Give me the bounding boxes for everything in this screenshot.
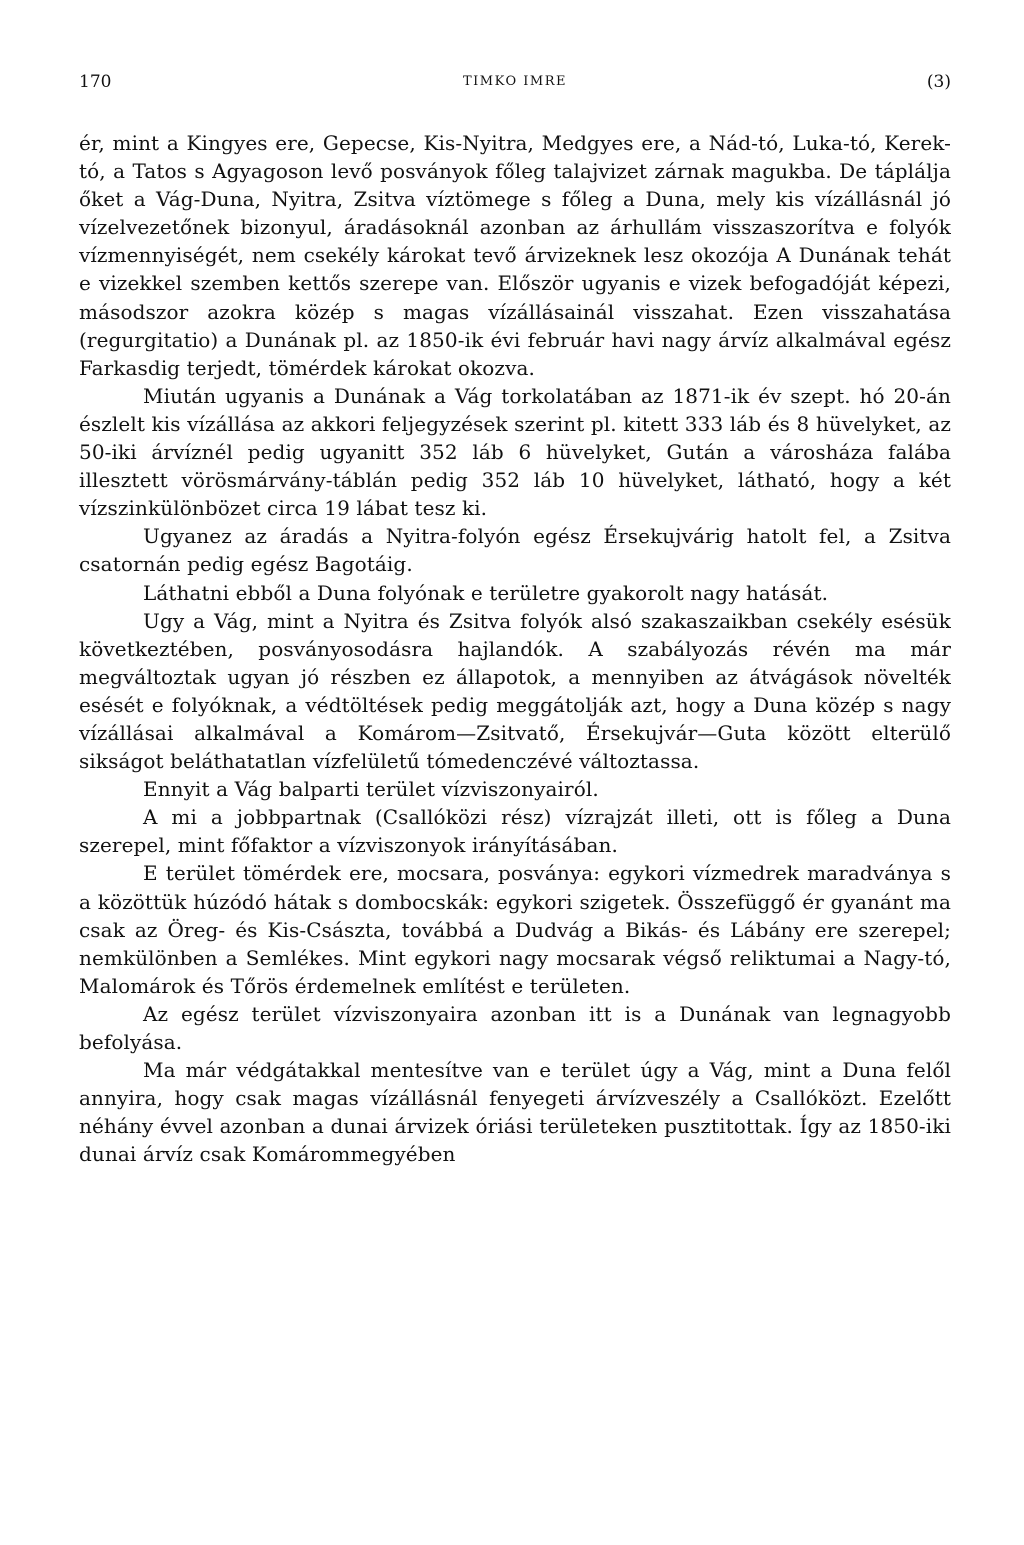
paragraph: Ma már védgátakkal mentesítve van e terület úgy a Vág, mint a Duna felől annyira, hogy csak magas vízállásnál fenyegeti árvízveszély a Csallóközt. Ezelőtt néhány évvel azonban a dunai árvizek óriási területeken pusztitottak. Így az 1850-iki dunai árvíz csak Komárommegyében [79,1058,951,1167]
paragraph: Az egész terület vízviszonyaira azonban itt is a Dunának van legnagyobb befolyása. [79,1001,951,1054]
page-number: 170 [79,72,112,92]
running-title: TIMKO IMRE [463,74,567,89]
paragraph: Ugyanez az áradás a Nyitra-folyón egész Érsekujvárig hatolt fel, a Zsitva csatornán pedig egész Bagotáig. [79,524,951,577]
page [79,68,951,1168]
paragraph: ér, mint a Kingyes ere, Gepecse, Kis-Nyitra, Medgyes ere, a Nád-tó, Luka-tó, Kerek-tó, a Tatos s Agyagoson levő posványok főleg talajvizet zárnak magukba. De táplálja őket a Vág-Duna, Nyitra, Zsitva víztömege s főleg a Duna, mely kis vízállásnál jó vízelvezetőnek bizonyul, áradásoknál azonban az árhullám visszaszorítva e folyók vízmennyiségét, nem csekély károkat tevő árvizeknek lesz okozója A Dunának tehát e vizekkel szemben kettős szerepe van. Először ugyanis e vizek befogadóját képezi, másodszor azokra közép s magas vízállásainál visszahat. Ezen visszahatása (regurgitatio) a Dunának pl. az 1850-ik évi február havi nagy árvíz alkalmával egész Farkasdig terjedt, tömérdek károkat okozva. [79,131,951,380]
paragraph: Miután ugyanis a Dunának a Vág torkolatában az 1871-ik év szept. hó 20-án észlelt kis vízállása az akkori feljegyzések szerint pl. kitett 333 láb és 8 hüvelyket, az 50-iki árvíznél pedig ugyanitt 352 láb 6 hüvelyket, Gután a városháza falába illesztett vörösmárvány-táblán pedig 352 láb 10 hüvelyket, látható, hogy a két vízszinkülönbözet circa 19 lábat tesz ki. [79,383,951,521]
paragraph: Láthatni ebből a Duna folyónak e területre gyakorolt nagy hatását. [143,580,829,605]
paragraph: Ugy a Vág, mint a Nyitra és Zsitva folyók alsó szakaszaikban csekély esésük következtében, posványosodásra hajlandók. A szabályozás révén ma már megváltoztak ugyan jó részben ez állapotok, a mennyiben az átvágások növelték esését e folyóknak, a védtöltések pedig meggátolják azt, hogy a Duna közép s nagy vízállásai alkalmával a Komárom—Zsitvatő, Érsekujvár—Guta között elterülő sikságot beláthatatlan vízfelületű tómedenczévé változtassa. [79,608,951,774]
paragraph: E terület tömérdek ere, mocsara, posványa: egykori vízmedrek maradványa s a közöttük húzódó hátak s dombocskák: egykori szigetek. Összefüggő ér gyanánt ma csak az Öreg- és Kis-Császta, továbbá a Dudvág a Bikás- és Lábány ere szerepel; nemkülönben a Semlékes. Mint egykori nagy mocsarak végső reliktumai a Nagy-tó, Malomárok és Tőrös érdemelnek említést e területen. [79,861,951,998]
body-text [79,129,951,1168]
paragraph: Ennyit a Vág balparti terület vízviszonyairól. [143,777,599,802]
paragraph: A mi a jobbpartnak (Csallóközi rész) vízrajzát illeti, ott is főleg a Duna szerepel, mint főfaktor a vízviszonyok irányításában. [79,805,951,858]
running-header [79,68,951,98]
section-number: (3) [926,72,951,92]
